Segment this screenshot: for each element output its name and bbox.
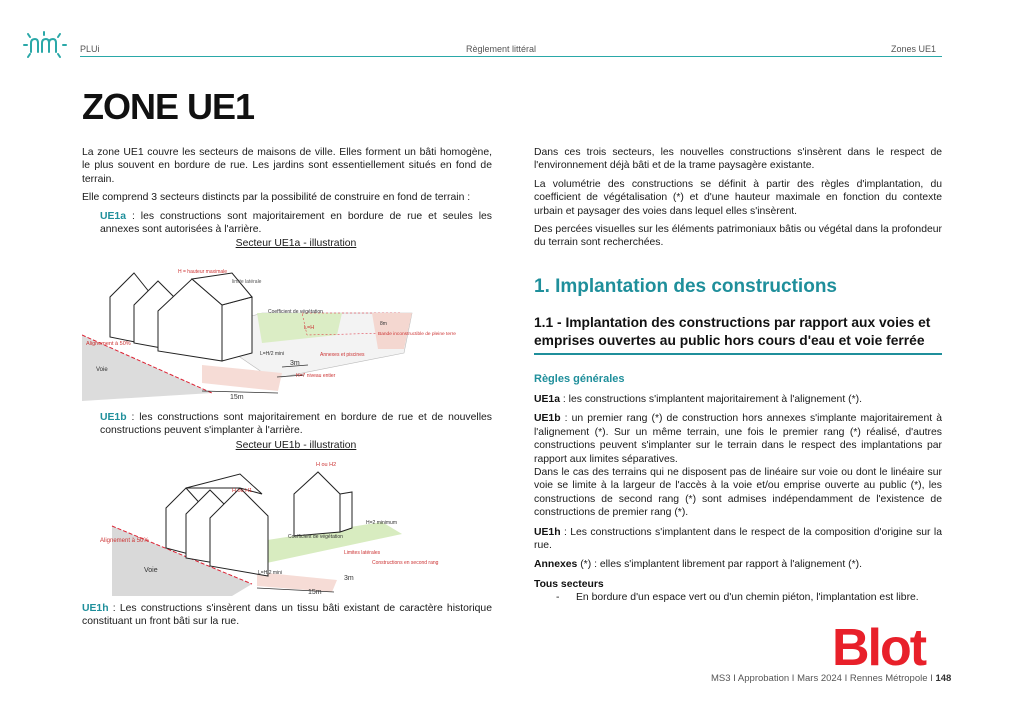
fig1-voie: Voie [96, 366, 108, 373]
subsection-heading: 1.1 - Implantation des constructions par rapport aux voies et emprises ouvertes au public hors cours d'eau et voie ferrée [534, 315, 931, 348]
fig2-15m: 15m [308, 589, 322, 597]
ue1a-illustration [82, 253, 492, 401]
fig2-h-h1: H ou H1 [232, 488, 253, 495]
rule-ue1b-second: Dans le cas des terrains qui ne disposent pas de linéaire sur voie ou dont le linéaire sur voie se limite à la largeur de l'accès à la voie et/ou emprise ouverte au public (*), les constructions de second rang (*) sont admises indépendamment de l'existence de constructions de premier rang (*). [534, 467, 942, 519]
intro-paragraph: La zone UE1 couvre les secteurs de maisons de ville. Elles forment un bâti homogène, le plus souvent en bordure de rue. Les jardins sont essentiellement situés en fond de terrain. [82, 147, 492, 185]
fig2-voie: Voie [144, 567, 158, 575]
fig1-annexes: Annexes et piscines [320, 351, 365, 358]
page-footer [711, 673, 951, 684]
fig1-h-label: H = hauteur maximale [178, 268, 228, 275]
ue1h-text: : Les constructions s'insèrent dans un tissu bâti existant de caractère historique constituant un front bâti sur la rue. [82, 603, 492, 628]
rule-ue1a [534, 393, 942, 406]
rule-ue1a-label: UE1a [534, 394, 560, 405]
rule-ue1b-text: : un premier rang (*) de construction hors annexes s'implante majoritairement à l'alignement (*). Sur un même terrain, une fois le premier rang (*) réalisé, d'autres constructions peuvent s'implanter sur le terrain dans le respect des implantations par rapport aux limites séparatives. [534, 413, 942, 465]
ue1a-text: : les constructions sont majoritairement en bordure de rue et seules les annexes sont autorisées à l'arrière. [100, 210, 492, 236]
fig1-lh: L=H [304, 324, 315, 331]
blot-watermark: Blot [832, 619, 926, 677]
rule-tous-secteurs-text: En bordure d'un espace vert ou d'un chemin piéton, l'implantation est libre. [576, 592, 919, 604]
fig2-title: Secteur UE1b - illustration [235, 439, 357, 451]
rule-ue1b [534, 412, 942, 466]
rule-annexes [534, 558, 942, 571]
ue1b-illustration [82, 454, 492, 596]
right-column-intro [534, 146, 942, 255]
ue1h-paragraph [82, 602, 492, 629]
fig2-coef: Coefficient de végétation [288, 534, 343, 541]
section-heading: 1. Implantation des constructions [534, 276, 837, 297]
fig2-3m: 3m [344, 575, 354, 583]
rule-ue1h-label: UE1h [534, 526, 561, 538]
rule-ue1h-text: : Les constructions s'implantent dans le respect de la composition d'origine sur la rue. [534, 526, 942, 552]
footer-text: MS3 I Approbation I Mars 2024 I Rennes Métropole I [711, 673, 936, 684]
fig1-8m: 8m [380, 320, 387, 327]
fig2-h-h2: H ou H2 [316, 462, 337, 469]
ue1b-text: : les constructions sont majoritairement en bordure de rue et de nouvelles constructions peuvent s'implanter à l'arrière. [100, 411, 492, 437]
fig2-h2: H=2 minimum [366, 520, 397, 527]
ue1a-block [82, 210, 492, 251]
page-title: ZONE UE1 [82, 86, 255, 127]
fig2-lh2: L=H/2 mini [258, 570, 283, 577]
page-number: 148 [935, 673, 952, 684]
right-paragraph-2: La volumétrie des constructions se définit à partir des règles d'implantation, du coefficient de végétalisation (*) et d'une hauteur maximale en fonction du contexte urbain et paysager des voies dans lequel elles s'insèrent. [534, 178, 942, 217]
rule-ue1b-label: UE1b [534, 413, 561, 425]
ue1a-label: UE1a [100, 210, 126, 222]
rule-annexes-label: Annexes [534, 559, 578, 571]
header-reglement: Règlement littéral [466, 44, 537, 54]
rule-tous-secteurs-label: Tous secteurs [534, 578, 604, 590]
right-paragraph-3: Des percées visuelles sur les éléments patrimoniaux bâtis ou végétal dans la profondeur du terrain sont recherchées. [534, 224, 942, 249]
ue1b-label: UE1b [100, 411, 127, 423]
fig1-bande: Bande inconstructible de pleine terre [378, 331, 456, 337]
fig1-15m: 15m [230, 393, 244, 401]
rule-tous-secteurs-item [534, 591, 942, 604]
rule-ue1h [534, 526, 942, 553]
rules-column [534, 393, 942, 605]
fig1-3m: 3m [290, 359, 300, 367]
sectors-paragraph: Elle comprend 3 secteurs distincts par la possibilité de construire en fond de terrain : [82, 192, 471, 204]
fig1-limite: limite latérale [232, 278, 262, 285]
rennes-metropole-logo [22, 30, 68, 60]
fig2-second: Constructions en second rang [372, 560, 439, 567]
fig1-lh2: L=H/2 mini [260, 350, 285, 357]
left-column [82, 146, 492, 634]
fig1-title: Secteur UE1a - illustration [235, 238, 357, 250]
fig1-coef: Coefficient de végétation [268, 308, 323, 315]
subsection-rule [534, 353, 942, 355]
fig1-alignement: Alignement à 50% [86, 340, 131, 347]
fig1-h7: H=7 niveau entier [296, 372, 336, 379]
ue1h-label: UE1h [82, 603, 109, 615]
rule-ue1a-text: : les constructions s'implantent majoritairement à l'alignement (*). [560, 394, 862, 405]
ue1b-block [82, 411, 492, 452]
fig2-alignement: Alignement à 50% [100, 538, 149, 545]
regles-generales-heading: Règles générales [534, 373, 625, 385]
header-plui: PLUi [80, 44, 100, 54]
header-rule [80, 56, 942, 57]
rule-annexes-text: (*) : elles s'implantent librement par rapport à l'alignement (*). [577, 559, 862, 571]
bullet-dash: - [556, 592, 560, 604]
fig2-limites: Limites latérales [344, 550, 381, 557]
right-paragraph-1: Dans ces trois secteurs, les nouvelles constructions s'insèrent dans le respect de l'environnement déjà bâti et de la trame paysagère existante. [534, 147, 942, 172]
header-zone: Zones UE1 [891, 44, 937, 54]
